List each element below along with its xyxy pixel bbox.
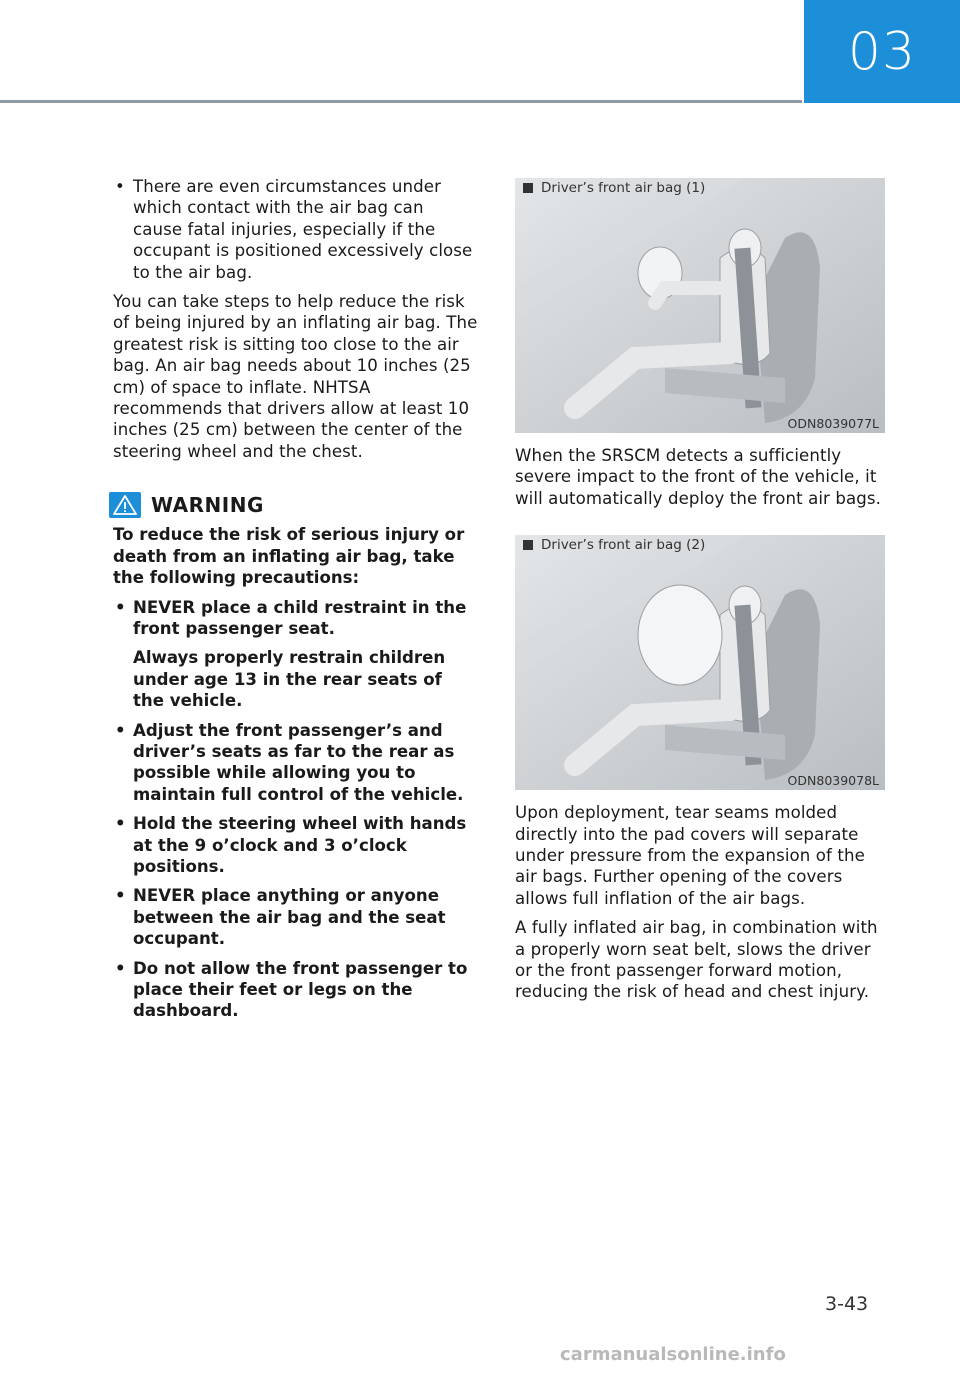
warning-item-no-feet-on-dashboard: • Do not allow the front passenger to place their feet or legs on the dashboard. [113,958,478,1022]
warning-item-child-restraint: • NEVER place a child restraint in the front passenger seat. [113,597,478,640]
warning-header [109,492,478,518]
figure-caption [523,180,705,196]
figure-airbag-1 [515,178,885,433]
warning-item-adjust-seats: • Adjust the front passenger’s and driver’s seats as far to the rear as possible while allowing you to maintain full control of the vehicle. [113,720,478,806]
warning-intro: To reduce the risk of serious injury or death from an inflating air bag, take the following precautions: [113,525,465,588]
figure-caption-text: Driver’s front air bag (1) [541,180,706,196]
intro-bullet: • There are even circumstances under which contact with the air bag can cause fatal injuries, especially if the occupant is positioned excessively close to the air bag. [113,176,478,283]
chapter-number: 03 [847,21,917,82]
warning-title: WARNING [151,493,264,518]
right-column [515,176,885,1011]
body-paragraph: Upon deployment, tear seams molded directly into the pad covers will separate under pressure from the expansion of the air bags. Further opening of the covers allows full inflation of the air bags. [515,803,865,908]
warning-triangle-icon [109,492,141,518]
body-paragraph: When the SRSCM detects a sufficiently severe impact to the front of the vehicle, it will automatically deploy the front air bags. [515,446,881,508]
figure-caption-text: Driver’s front air bag (2) [541,537,706,554]
warning-item-child-restraint-sub: Always properly restrain children under age 13 in the rear seats of the vehicle. [133,648,446,711]
warning-item-nothing-between: • NEVER place anything or anyone between the air bag and the seat occupant. [113,885,478,949]
caption-square-icon [523,183,533,193]
page-number: 3-43 [825,1293,869,1315]
body-paragraph: A fully inflated air bag, in combination with a properly worn seat belt, slows the driver or the front passenger forward motion, reducing the risk of head and chest injury. [515,918,878,1002]
figure-code: ODN8039077L [787,416,879,431]
figure-airbag-2 [515,535,885,790]
figure-code: ODN8039078L [787,773,879,789]
airbag-illustration-1 [515,178,885,433]
body-paragraph: You can take steps to help reduce the risk of being injured by an inflating air bag. The greatest risk is sitting too close to the air bag. An air bag needs about 10 inches (25 cm) of space to inflate. NHTSA recommends that drivers allow at least 10 inches (25 cm) between the center of the steering wheel and the chest. [113,292,478,461]
watermark: carmanualsonline.info [560,1344,786,1365]
left-column [113,176,478,1030]
header-rule [0,100,802,103]
warning-item-hold-wheel: • Hold the steering wheel with hands at the 9 o’clock and 3 o’clock positions. [113,813,478,877]
chapter-tab [804,0,960,103]
figure-caption [523,537,705,553]
caption-square-icon [523,540,533,550]
airbag-illustration-2 [515,535,885,790]
